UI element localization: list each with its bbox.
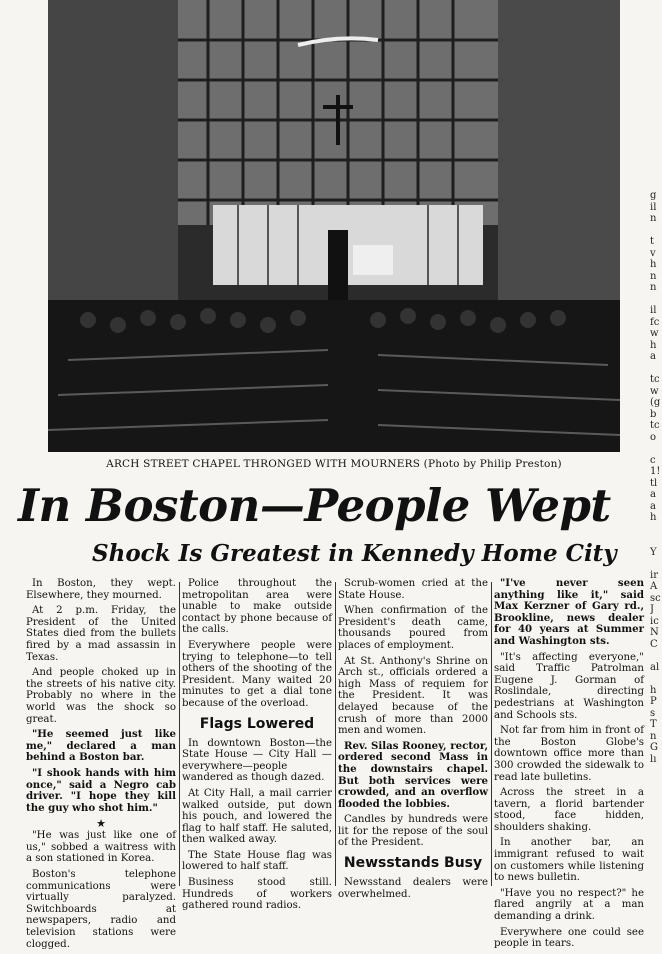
edge-fragment: 1!: [650, 466, 661, 477]
edge-fragment: (g: [650, 397, 661, 408]
edge-fragment: [650, 535, 662, 547]
section-heading-newsstands-busy: Newsstands Busy: [343, 855, 483, 872]
edge-fragment: t: [650, 236, 655, 247]
edge-fragment: h: [650, 339, 657, 351]
edge-fragment: n: [650, 213, 657, 224]
edge-fragment: [650, 650, 662, 662]
edge-fragment: h: [650, 259, 657, 270]
paragraph: Newsstand dealers were overwhelmed.: [338, 877, 488, 900]
edge-fragment: a: [650, 500, 656, 512]
edge-fragment: [650, 294, 662, 306]
photo-caption: ARCH STREET CHAPEL THRONGED WITH MOURNERS (Photo by Philip Preston): [106, 458, 562, 470]
paragraph: When confirmation of the President's death came, thousands poured from places of employment.: [338, 605, 488, 651]
edge-fragment: al: [650, 661, 660, 673]
paragraph: "I've never seen anything like it," said Max Kerzner of Gary rd., Brookline, news dealer for 40 years at Summer and Washington sts.: [494, 577, 644, 647]
paragraph: Scrub-women cried at the State House.: [338, 578, 488, 601]
edge-fragment: [650, 673, 662, 685]
paragraph: The State House flag was lowered to half staff.: [182, 849, 332, 873]
paragraph: At 2 p.m. Friday, the President of the United States died from the bullets fired by a mad assassin in Texas.: [26, 605, 176, 663]
edge-fragment: G: [650, 742, 658, 753]
column-4: [494, 578, 644, 954]
paragraph: In downtown Boston—the State House — City Hall — everywhere—people wandered as though dazed.: [182, 737, 332, 784]
column-rule: [335, 582, 336, 886]
paragraph: Police throughout the metropolitan area were unable to make outside contact by phone because of the calls.: [182, 578, 332, 636]
edge-fragment: tc: [650, 420, 660, 431]
edge-fragment: b: [650, 408, 657, 420]
edge-fragment: ir: [650, 569, 658, 581]
edge-fragment: n: [650, 282, 657, 293]
paragraph: "He was just like one of us," sobbed a waitress with a son stationed in Korea.: [26, 830, 176, 865]
edge-fragment: fc: [650, 316, 660, 328]
edge-fragment: h: [650, 512, 657, 523]
chapel-photo: [48, 0, 620, 452]
paragraph: "He seemed just like me," declared a man behind a Boston bar.: [26, 728, 176, 764]
edge-fragment: n: [650, 270, 657, 282]
paragraph: Rev. Silas Rooney, rector, ordered second Mass in the downstairs chapel. But both services were crowded, and an overflow flooded the lobbies.: [338, 739, 488, 810]
subhead: Shock Is Greatest in Kennedy Home City: [92, 540, 617, 567]
edge-fragment: w: [650, 385, 659, 397]
edge-fragment: n: [650, 730, 657, 742]
paragraph: Everywhere people were trying to telephone—to tell others of the shooting of the President. Many waited 20 minutes to get a dial tone because of the overload.: [182, 639, 332, 709]
edge-fragment: [650, 558, 662, 570]
edge-fragment: sc: [650, 592, 661, 604]
paragraph: "It's affecting everyone," said Traffic Patrolman Eugene J. Gorman of Roslindale, directing pedestrians at Washington and Schools sts.: [494, 651, 644, 721]
paragraph: In Boston, they wept. Elsewhere, they mourned.: [26, 578, 176, 601]
edge-fragment: [650, 524, 662, 536]
column-1: [26, 578, 176, 954]
adjacent-column-fragments: [650, 190, 662, 765]
paragraph: "I shook hands with him once," said a Negro cab driver. "I hope they kill the guy who shot him.": [26, 766, 176, 814]
edge-fragment: A: [650, 581, 658, 592]
column-rule: [179, 582, 180, 886]
star-separator: ★: [96, 817, 106, 831]
edge-fragment: g: [650, 190, 657, 201]
edge-fragment: P: [650, 696, 657, 707]
edge-fragment: o: [650, 431, 657, 443]
column-3: [338, 578, 488, 904]
edge-fragment: a: [650, 351, 656, 362]
edge-fragment: C: [650, 638, 658, 650]
paragraph: Across the street in a tavern, a florid bartender stood, face hidden, shoulders shaking.: [494, 787, 644, 833]
paragraph: Candles by hundreds were lit for the repose of the soul of the President.: [338, 814, 488, 849]
edge-fragment: h: [650, 684, 657, 696]
edge-fragment: Y: [650, 546, 657, 558]
paragraph: At City Hall, a mail carrier walked outside, put down his pouch, and lowered the flag to half staff. He saluted, then walked away.: [182, 787, 332, 846]
edge-fragment: J: [650, 604, 655, 615]
edge-fragment: tl: [650, 477, 658, 489]
edge-fragment: w: [650, 328, 659, 339]
paragraph: Everywhere one could see people in tears.: [494, 926, 644, 950]
edge-fragment: N: [650, 627, 659, 638]
column-rule: [491, 582, 492, 886]
edge-fragment: T: [650, 719, 657, 730]
edge-fragment: il: [650, 305, 657, 316]
column-2: [182, 578, 332, 916]
paragraph: In another bar, an immigrant refused to wait on customers while listening to news bulletin.: [494, 837, 644, 884]
edge-fragment: [650, 225, 662, 237]
paragraph: At St. Anthony's Shrine on Arch st., officials ordered a high Mass of requiem for the President. It was delayed because of the crush of more than 2000 men and women.: [338, 655, 488, 737]
paragraph: And people choked up in the streets of his native city. Probably no where in the world was the shock so great.: [26, 667, 176, 725]
paragraph: "Have you no respect?" he flared angrily at a man demanding a drink.: [494, 887, 644, 923]
paragraph: Business stood still. Hundreds of workers gathered round radios.: [182, 877, 332, 912]
edge-fragment: a: [650, 489, 656, 500]
paragraph: Not far from him in front of the Boston Globe's downtown office more than 300 crowded the sidewalk to read late bulletins.: [494, 725, 644, 783]
section-heading-flags-lowered: Flags Lowered: [199, 715, 315, 732]
headline: In Boston—People Wept: [18, 479, 611, 532]
edge-fragment: ic: [650, 615, 659, 627]
edge-fragment: tc: [650, 374, 660, 385]
edge-fragment: [650, 443, 662, 455]
edge-fragment: lı: [650, 753, 657, 765]
edge-fragment: s: [650, 707, 656, 719]
paragraph: Boston's telephone communications were virtually paralyzed. Switchboards at newspapers, radio and television stations were clogged.: [26, 869, 176, 950]
edge-fragment: [650, 363, 662, 375]
edge-fragment: v: [650, 247, 656, 259]
edge-fragment: c: [650, 454, 656, 466]
edge-fragment: il: [650, 201, 657, 213]
